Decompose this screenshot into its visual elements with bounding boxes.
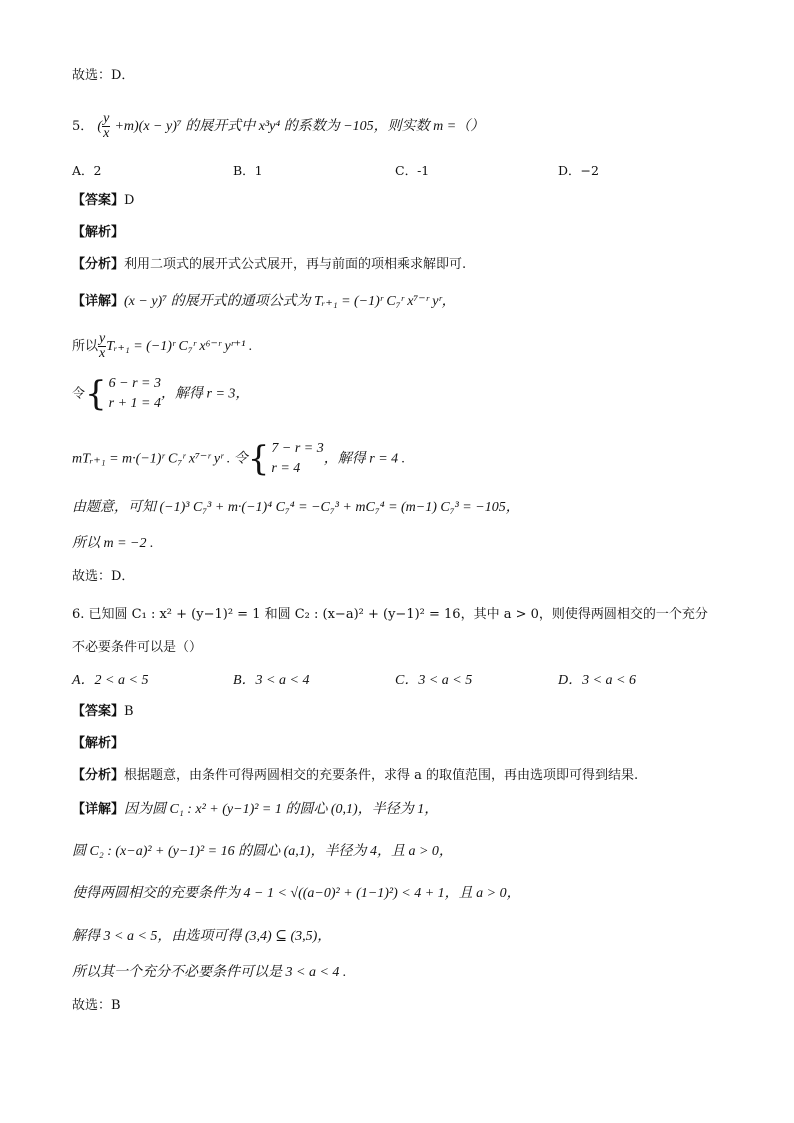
q5-option-c: C．-1 xyxy=(395,163,430,178)
q5-fenxi: 【分析】利用二项式的展开式公式展开，再与前面的项相乘求解即可. xyxy=(72,257,467,272)
question-6-stem-line2: 不必要条件可以是（） xyxy=(72,640,203,655)
q6-answer: 【答案】B xyxy=(72,704,134,719)
conclusion-q4: 故选：D． xyxy=(72,68,135,83)
q6-option-c: C．3 < a < 5 xyxy=(395,673,473,688)
q5-xiangjie: 【详解】(x − y)⁷ 的展开式的通项公式为 Tᵣ₊₁ = (−1)ʳ C₇ʳ x⁷⁻ʳ yʳ， xyxy=(72,294,456,309)
q6-fenxi: 【分析】根据题意，由条件可得两圆相交的充要条件，求得 a 的取值范围，再由选项即可得到结果. xyxy=(72,768,639,783)
q6-xiangjie: 【详解】因为圆 C₁ : x² + (y−1)² = 1 的圆心 (0,1)，半径为 1， xyxy=(72,802,439,817)
q6-step-5: 解得 3 < a < 5，由选项可得 (3,4) ⊆ (3,5)， xyxy=(72,929,332,944)
question-5-stem: 5． ( $\frac{y}{x}$ +m)(x − y)⁷ 的展开式中 x³y⁴ 的系数为 −105，则实数 m =（） xyxy=(72,111,485,141)
q6-conclusion: 故选：B xyxy=(72,998,121,1013)
q5-step-3: 令 { 6 − r = 3 r + 1 = 4 ，解得 r = 3， xyxy=(72,374,250,414)
q5-conclusion: 故选：D． xyxy=(72,569,135,584)
fraction-y-over-x: $\frac{y}{x}$ xyxy=(103,111,110,141)
q5-step-5: 由题意，可知 (−1)³ C₇³ + m·(−1)⁴ C₇⁴ = −C₇³ + mC₇⁴ = (m−1) C₇³ = −105， xyxy=(72,500,520,515)
q6-option-d: D．3 < a < 6 xyxy=(558,673,637,688)
q5-option-b: B．1 xyxy=(233,163,263,178)
q5-step-6: 所以 m = −2 . xyxy=(72,536,154,551)
q6-option-b: B．3 < a < 4 xyxy=(233,673,310,688)
q5-analysis-heading: 【解析】 xyxy=(72,225,125,240)
q5-answer: 【答案】D xyxy=(72,193,135,208)
question-6-stem-line1: 6. 已知圆 C₁ : x² + (y−1)² = 1 和圆 C₂ : (x−a)² + (y−1)² = 16，其中 a > 0，则使得两圆相交的一个充分 xyxy=(72,607,708,622)
q5-step-2: 所以 $\frac{y}{x}$ Tᵣ₊₁ = (−1)ʳ C₇ʳ x⁶⁻ʳ yʳ⁺¹ . xyxy=(72,331,253,361)
q6-step-6: 所以其一个充分不必要条件可以是 3 < a < 4 . xyxy=(72,965,347,980)
q5-option-d: D．−2 xyxy=(558,163,599,178)
q5-option-a: A．2 xyxy=(72,163,102,178)
q6-option-a: A．2 < a < 5 xyxy=(72,673,149,688)
q5-step-4: mTᵣ₊₁ = m·(−1)ʳ C₇ʳ x⁷⁻ʳ yʳ . 令 { 7 − r = 3 r = 4 ，解得 r = 4 . xyxy=(72,439,406,479)
q6-analysis-heading: 【解析】 xyxy=(72,736,125,751)
q6-step-3: 圆 C₂ : (x−a)² + (y−1)² = 16 的圆心 (a,1)，半径为 4，且 a > 0， xyxy=(72,844,453,859)
q6-step-4: 使得两圆相交的充要条件为 4 − 1 < √((a−0)² + (1−1)²) < 4 + 1，且 a > 0， xyxy=(72,886,521,901)
